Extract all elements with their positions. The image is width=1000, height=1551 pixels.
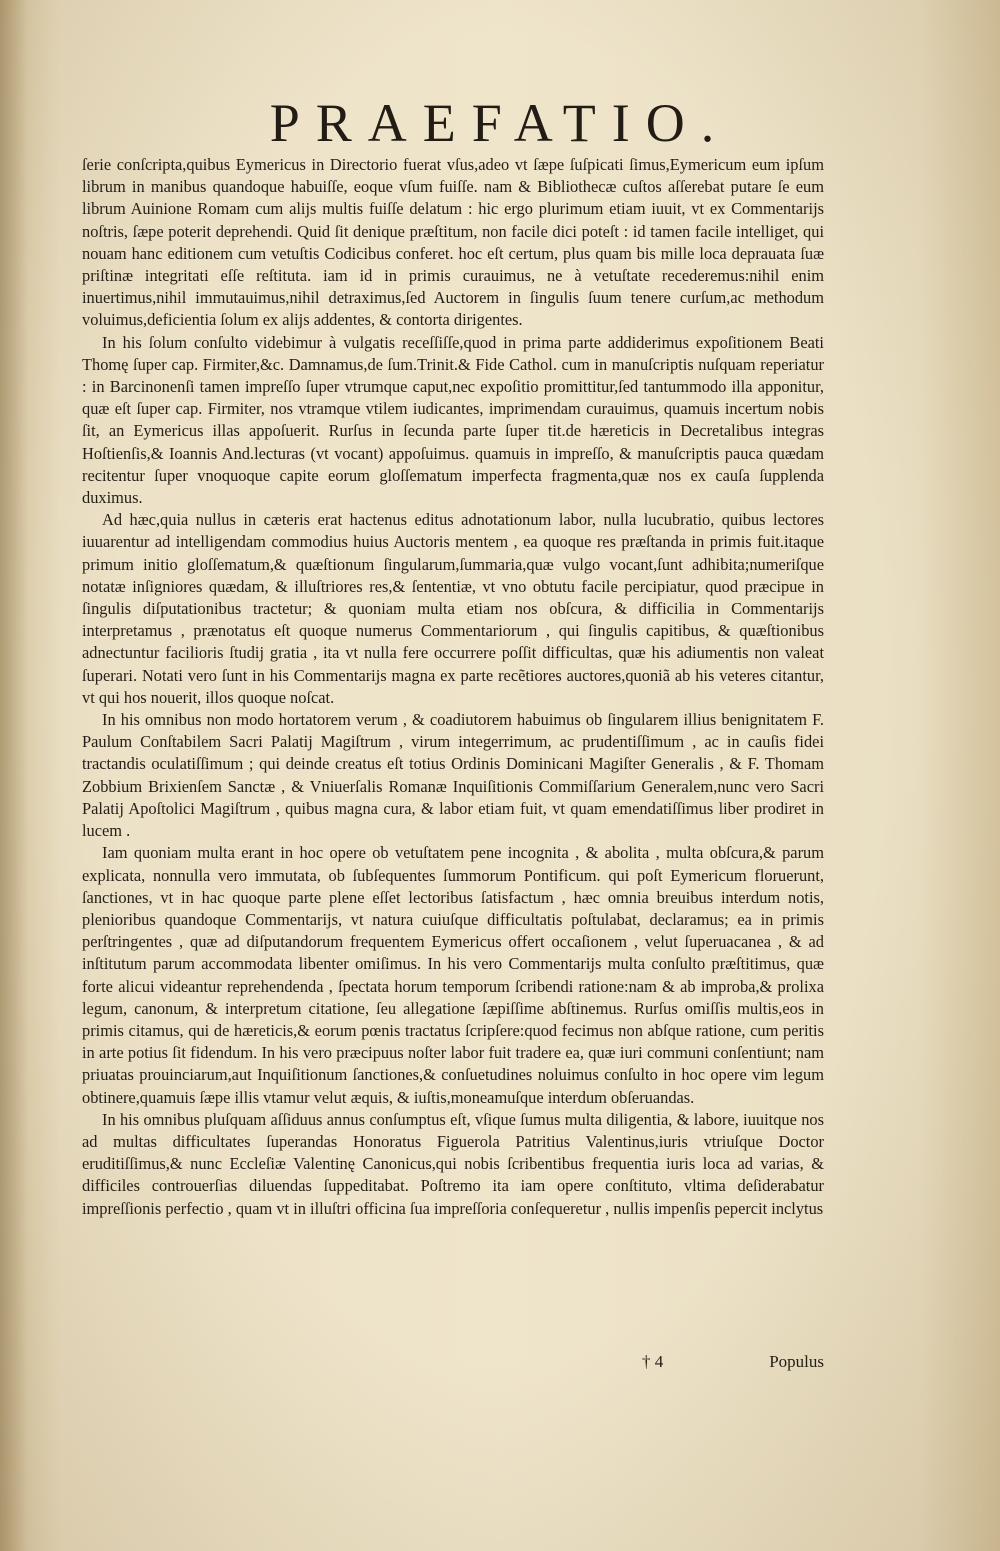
signature-mark: † 4 <box>642 1352 664 1371</box>
page-footer <box>82 1352 824 1378</box>
catchword: Populus <box>769 1352 824 1371</box>
paragraph-4: In his omnibus non modo hortatorem verum , & coadiutorem habuimus ob ſingularem illius benignitatem F. Paulum Conſtabilem Sacri Palatij Magiſtrum , virum integerrimum, ac prudentiſſimum , ac in cauſis fidei tractandis oculatiſſimum ; qui deinde creatus eſt totius Ordinis Dominicani Magiſter Generalis , & F. Thomam Zobbium Brixienſem Sanctæ , & Vniuerſalis Romanæ Inquiſitionis Commiſſarium Generalem,nunc vero Sacri Palatij Apoſtolici Magiſtrum , quibus magna cura, & labor etiam fuit, vt quam emendatiſſimus liber prodiret in lucem . <box>82 710 824 841</box>
page-heading: PRAEFATIO. <box>269 93 731 153</box>
paragraph-1: ſerie conſcripta,quibus Eymericus in Directorio fuerat vſus,adeo vt ſæpe ſuſpicati ſimus,Eymericum eum ipſum librum in manibus quandoque habuiſſe, eoque vſum fuiſſe. nam & Bibliothecæ cuſtos aſſerebat putare ſe eum librum Auinione Romam cum alijs multis fuiſſe delatum : hic ergo plurimum etiam iuuit, vt ex Commentarijs noſtris, ſæpe poterit deprehendi. Quid ſit denique præſtitum, non facile dici poteſt : id tamen facile intelliget, qui nouam hanc editionem cum vetuſtis Codicibus conferet. hoc eſt certum, plus quam bis mille loca deprauata ſuæ priſtinæ integritati eſſe reſtituta. iam id in primis curauimus, ne à vetuſtate recederemus:nihil enim inuertimus,nihil immutauimus,nihil detraximus,ſed Auctorem in ſingulis ſuum tenere curſum,ac methodum voluimus,deficientia ſolum ex alijs addentes, & contorta dirigentes. <box>82 155 824 330</box>
body-text <box>82 154 824 1220</box>
paragraph-6: In his omnibus pluſquam aſſiduus annus conſumptus eſt, vſique ſumus multa diligentia, & labore, iuuitque nos ad multas difficultates ſuperandas Honoratus Figuerola Patritius Valentinus,iuris vtriuſque Doctor eruditiſſimus,& nunc Eccleſiæ Valentinę Canonicus,qui nobis ſcribentibus frequentia iuris loca ad varias, & difficiles controuerſias diluendas ſuppeditabat. Poſtremo ita iam opere conſtituto, vltima deſiderabatur impreſſionis perfectio , quam vt in illuſtri officina ſua impreſſoria conſequeretur , nullis impenſis pepercit inclytus <box>82 1109 824 1218</box>
page-gutter-shadow <box>0 0 28 1551</box>
paragraph-5: Iam quoniam multa erant in hoc opere ob vetuſtatem pene incognita , & abolita , multa obſcura,& parum explicata, nonnulla vero immutata, ob ſubſequentes ſummorum Pontificum. qui poſt Eymericum floruerunt, ſanctiones, vt in hac quoque parte plene eſſet lectoribus ſatisfactum , hæc omnia breuibus interdum notis, plenioribus quandoque Commentarijs, vt natura cuiuſque difficultatis poſtulabat, declaramus; ea in primis perſtringentes , quæ ad diſputandorum frequentem Eymericus offert occaſionem , velut ſuperuacanea , & ad inſtitutum parum accommodata libenter omiſimus. In his vero Commentarijs multa conſulto præſtitimus, quæ forte alicui videantur reprehendenda , ſpectata horum temporum ſcribendi ratione:nam & ab improba,& prolixa legum, canonum, & interpretum citatione, ſeu allegatione ſæpiſſime abſtinemus. Rurſus omiſſis multis,eos in primis citamus, qui de hæreticis,& eorum pœnis tractatus ſcripſere:quod fecimus non abſque ratione, cum peritis in arte potius ſit fidendum. In his vero præcipuus noſter labor fuit tradere ea, quæ iuri communi conſentiunt; nam priuatas prouinciarum,aut Inquiſitionum ſanctiones,& conſuetudines noluimus conſulto in hoc opere vim legum obtinere,quamuis ſæpe illis vtamur velut æquis, & iuſtis,moneamuſque interdum obſeruandas. <box>82 843 824 1107</box>
paragraph-2: In his ſolum conſulto videbimur à vulgatis receſſiſſe,quod in prima parte addiderimus expoſitionem Beati Thomę ſuper cap. Firmiter,&c. Damnamus,de ſum.Trinit.& Fide Cathol. cum in manuſcriptis nuſquam reperiatur : in Barcinonenſi tamen impreſſo ſuper vtrumque caput,nec expoſitio promittitur,ſed tantummodo illa apponitur, quæ eſt ſuper cap. Firmiter, nos vtramque vtilem iudicantes, imprimendam curauimus, quamuis incertum nobis ſit, an Eymericus illas appoſuerit. Rurſus in ſecunda parte ſuper tit.de hæreticis in Decretalibus integras Hoſtienſis,& Ioannis And.lecturas (vt vocant) appoſuimus. quamuis in impreſſo, & manuſcriptis pauca quædam recitentur ſuper vnoquoque capite eorum gloſſematum imperfecta fragmenta,quæ nos ex cauſa ſupplenda duximus. <box>82 332 824 508</box>
paragraph-3: Ad hæc,quia nullus in cæteris erat hactenus editus adnotationum labor, nulla lucubratio, quibus lectores iuuarentur ad intelligendam commodius huius Auctoris mentem , ea quoque res præſtanda in primis fuit.itaque primum initio gloſſematum,& quæſtionum ſingularum,ſummaria,quæ vulgo vocant,ſunt adhibita;numeriſque notatæ inſigniores quædam, & illuſtriores res,& ſententiæ, vt vno obtutu facile percipiatur, quod præcipue in ſingulis diſputationibus tractetur; & quoniam multa etiam nos obſcura, & difficilia in Commentarijs interpretamus , prænotatus eſt quoque numerus Commentariorum , qui ſingulis capitibus, & quæſtionibus adnectuntur facilioris ſtudij gratia , ita vt nulla fere occurrere poſſit difficultas, quæ his adiumentis non valeat ſuperari. Notati vero ſunt in his Commentarijs magna ex parte recẽtiores auctores,quoniã ab his veteres citantur, vt qui hos nouerit, illos quoque noſcat. <box>82 510 824 707</box>
